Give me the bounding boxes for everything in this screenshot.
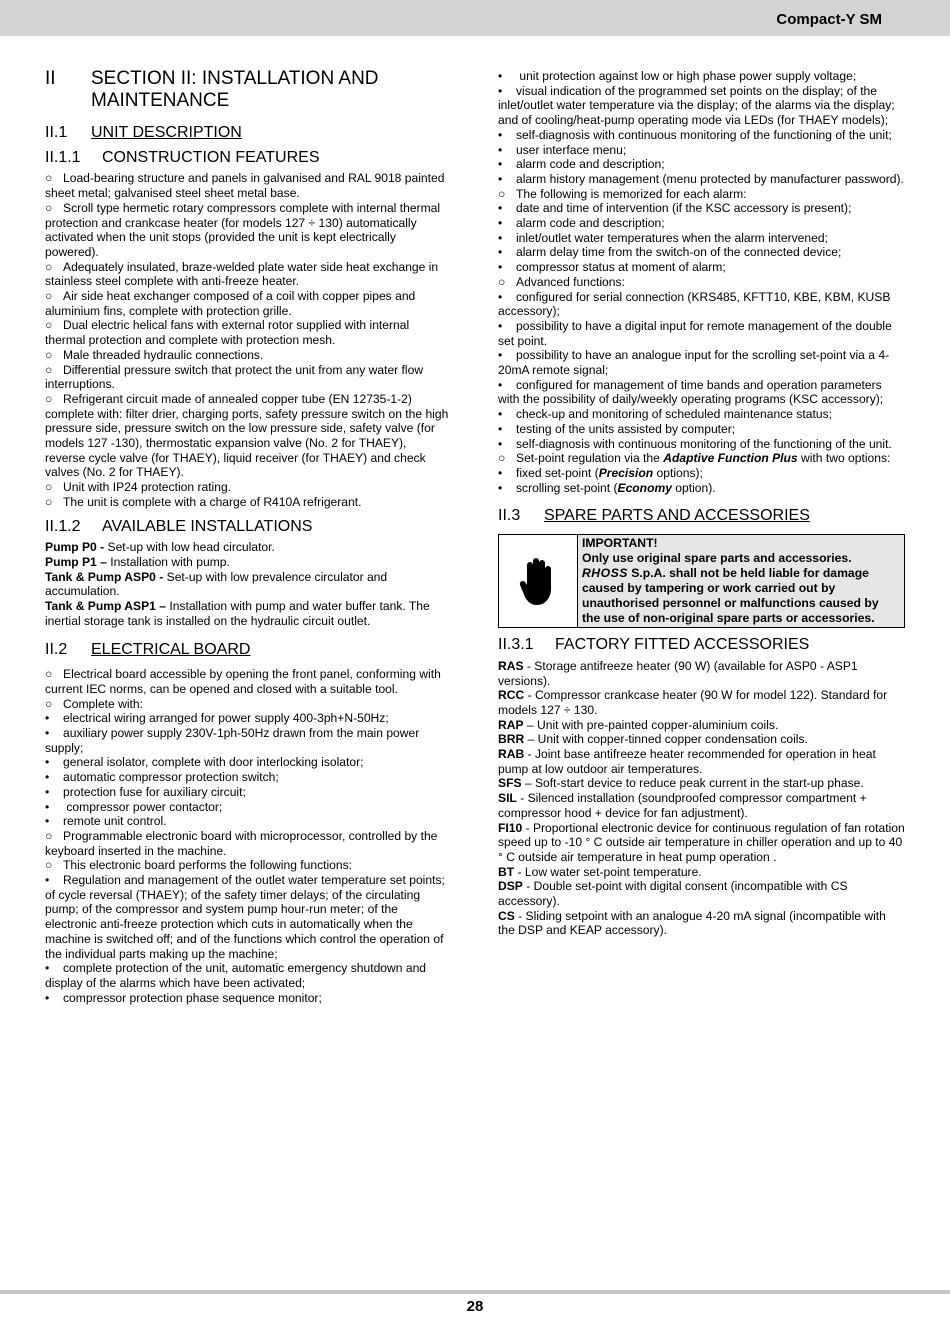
item-text: Set-up with low head circulator. (104, 540, 275, 555)
bullet-item: • configured for management of time bands and operation parameters with the possibility of daily/weekly operating programs (KSC accessory); (498, 378, 905, 407)
text-run: Set-point regulation via the (516, 451, 664, 466)
section-title: SECTION II: INSTALLATION AND MAINTENANCE (91, 68, 379, 111)
item-text: - Compressor crankcase heater (90 W for model 122). Standard for models 127 ÷ 130. (498, 688, 888, 717)
bullet-item: • remote unit control. (45, 814, 449, 829)
item-text: – Unit with copper-tinned copper condensation coils. (524, 732, 808, 747)
list-item: ○ Programmable electronic board with microprocessor, controlled by the keyboard inserted in the machine. (45, 829, 449, 858)
item-text: - Low water set-point temperature. (514, 864, 702, 879)
list-item (498, 659, 905, 688)
list-item (498, 821, 905, 865)
text-run: options); (653, 465, 703, 480)
bullet-item: • unit protection against low or high phase power supply voltage; (498, 69, 905, 84)
list-item (498, 909, 905, 938)
heading-number: II.1 (45, 124, 68, 141)
list-item: ○ The following is memorized for each alarm: (498, 187, 905, 202)
bullet-item: • electrical wiring arranged for power supply 400-3ph+N-50Hz; (45, 711, 449, 726)
item-text: – Unit with pre-painted copper-aluminium coils. (523, 717, 779, 732)
list-item (498, 865, 905, 880)
text-run: with two options: (797, 451, 891, 466)
bullet-item: • complete protection of the unit, automatic emergency shutdown and display of the alarms which have been activated; (45, 961, 449, 990)
document-title: Compact-Y SM (776, 11, 882, 28)
item-code: CS (498, 908, 515, 923)
bullet-item: • possibility to have a digital input for remote management of the double set point. (498, 319, 905, 348)
list-item (45, 599, 449, 628)
list-item (498, 776, 905, 791)
warning-line: Only use original spare parts and accessories. (582, 551, 852, 566)
heading-title: AVAILABLE INSTALLATIONS (102, 517, 313, 535)
list-item: ○ Load-bearing structure and panels in galvanised and RAL 9018 painted sheet metal; galvanised steel sheet metal base. (45, 171, 449, 200)
bullet-item: • self-diagnosis with continuous monitoring of the functioning of the unit. (498, 437, 905, 452)
bullet-item (498, 466, 905, 481)
item-code: DSP (498, 879, 523, 894)
bullet-item: • date and time of intervention (if the KSC accessory is present); (498, 201, 905, 216)
list-item: ○ Male threaded hydraulic connections. (45, 348, 449, 363)
list-item: ○ Scroll type hermetic rotary compressors complete with internal thermal protection and crankcase heater (for models 127 ÷ 130) automatically activated when the unit stops (provided the unit is kept electrically powered). (45, 201, 449, 260)
bullet-item: • alarm code and description; (498, 216, 905, 231)
electrical-heading (45, 640, 449, 658)
item-text: – Soft-start device to reduce peak current in the start-up phase. (521, 776, 864, 791)
list-item: ○ Differential pressure switch that protect the unit from any water flow interruptions. (45, 363, 449, 392)
bullet-item: • inlet/outlet water temperatures when the alarm intervened; (498, 231, 905, 246)
bullet-item: • auxiliary power supply 230V-1ph-50Hz drawn from the main power supply; (45, 726, 449, 755)
item-code: RAB (498, 747, 525, 762)
bullet-item: • general isolator, complete with door interlocking isolator; (45, 755, 449, 770)
item-label: Tank & Pump ASP0 - (45, 569, 164, 584)
construction-list (45, 171, 449, 509)
bullet-item: • user interface menu; (498, 143, 905, 158)
warning-line (582, 566, 900, 626)
item-code: SFS (498, 776, 522, 791)
bullet-item: • alarm delay time from the switch-on of the connected device; (498, 245, 905, 260)
bullet-item: • Regulation and management of the outlet water temperature set points; of cycle reversal (THAEY); of the safety timer delays; of the circulating pump; of the compressor and system pump hour-run meter; of the electronic anti-freeze protection which cuts in automatically when the machine is switched off; and of the functions which control the operation of the individual parts making up the machine; (45, 873, 449, 961)
section-number: II (45, 68, 56, 89)
list-item (498, 791, 905, 820)
item-text: - Double set-point with digital consent (incompatible with CS accessory). (498, 879, 848, 909)
heading-number: II.1.1 (45, 148, 81, 166)
list-item: ○ Air side heat exchanger composed of a coil with copper pipes and aluminium fins, complete with protection grille. (45, 289, 449, 318)
installations-heading (45, 517, 449, 535)
text-run: scrolling set-point ( (516, 480, 618, 495)
page-header (0, 0, 950, 36)
bullet-item: • configured for serial connection (KRS485, KFTT10, KBE, KBM, KUSB accessory); (498, 290, 905, 319)
list-item (45, 570, 449, 599)
heading-number: II.3 (498, 507, 521, 525)
heading-title: CONSTRUCTION FEATURES (102, 148, 320, 166)
unit-description-heading (45, 126, 449, 141)
construction-heading (45, 148, 449, 166)
bullet-item: • possibility to have an analogue input for the scrolling set-point via a 4-20mA remote signal; (498, 348, 905, 377)
bullet-item (498, 481, 905, 496)
item-text: - Silenced installation (soundproofed compressor compartment + compressor hood + device for fan adjustment). (498, 791, 867, 820)
item-code: RCC (498, 688, 525, 703)
heading-number: II.1.2 (45, 517, 81, 535)
list-item: ○ Dual electric helical fans with external rotor supplied with internal thermal protection and complete with protection mesh. (45, 318, 449, 347)
list-item (498, 688, 905, 717)
text-run: option). (671, 480, 716, 495)
warning-box (498, 534, 905, 628)
item-text: - Storage antifreeze heater (90 W) (available for ASP0 - ASP1 versions). (498, 658, 858, 688)
item-text: Installation with pump and water buffer tank. The inertial storage tank is installed on the hydraulic circuit outlet. (45, 599, 430, 628)
emphasis: Precision (598, 465, 654, 480)
heading-title: FACTORY FITTED ACCESSORIES (555, 636, 810, 654)
bullet-item: • automatic compressor protection switch; (45, 770, 449, 785)
spare-parts-heading (498, 509, 905, 524)
accessories-list (498, 659, 905, 938)
text-run: fixed set-point ( (516, 465, 599, 480)
heading-title: SPARE PARTS AND ACCESSORIES (544, 507, 810, 525)
item-text: Installation with pump. (106, 554, 230, 569)
list-item (498, 747, 905, 776)
emphasis: Economy (617, 480, 672, 495)
list-item (498, 451, 905, 466)
bullet-item: • check-up and monitoring of scheduled maintenance status; (498, 407, 905, 422)
bullet-item: • alarm code and description; (498, 157, 905, 172)
item-label: Pump P1 – (45, 554, 107, 569)
section-heading (45, 68, 449, 112)
warning-text-run: S.p.A. shall not be held liable for damage caused by tampering or work carried out by unauthorised personnel or malfunctions caused by the use of non-original spare parts or accessories. (582, 566, 879, 626)
bullet-item: • testing of the units assisted by computer; (498, 422, 905, 437)
factory-accessories-heading (498, 638, 905, 653)
heading-title: ELECTRICAL BOARD (91, 640, 251, 658)
list-item (45, 555, 449, 570)
bullet-item: • compressor power contactor; (45, 800, 449, 815)
item-label: Pump P0 - (45, 540, 105, 555)
list-item (498, 732, 905, 747)
item-text: Set-up with low prevalence circulator and accumulation. (45, 569, 388, 599)
bullet-item: • visual indication of the programmed set points on the display; of the inlet/outlet water temperature via the display; of the alarms via the display; and of cooling/heat-pump operating mode via LEDs (for THAEY models); (498, 84, 905, 128)
list-item: ○ Electrical board accessible by opening the front panel, conforming with current IEC norms, can be opened and closed with a suitable tool. (45, 667, 449, 696)
list-item: ○ Advanced functions: (498, 275, 905, 290)
heading-number: II.3.1 (498, 636, 534, 654)
list-item: ○ Refrigerant circuit made of annealed copper tube (EN 12735-1-2) complete with: filter drier, charging ports, safety pressure switch on the high pressure side, pressure switch on the low pressure side, safety valve (for models 127 -130), thermostatic expansion valve (No. 2 for THAEY), reverse cycle valve (for THAEY), liquid receiver (for THAEY) and check valves (No. 2 for THAEY). (45, 392, 449, 480)
item-label: Tank & Pump ASP1 – (45, 599, 166, 614)
item-text: - Sliding setpoint with an analogue 4-20 mA signal (incompatible with the DSP and KEAP accessory). (498, 908, 886, 938)
page-number: 28 (466, 1298, 484, 1315)
bullet-item: • compressor protection phase sequence monitor; (45, 991, 449, 1006)
item-text: - Joint base antifreeze heater recommended for operation in heat pump at low outdoor air temperatures. (498, 747, 876, 776)
list-item: ○ Unit with IP24 protection rating. (45, 480, 449, 495)
item-code: RAS (498, 658, 524, 673)
list-item (498, 718, 905, 733)
list-item (498, 879, 905, 908)
item-code: BRR (498, 732, 525, 747)
bullet-item: • self-diagnosis with continuous monitoring of the functioning of the unit; (498, 128, 905, 143)
footer-rule (0, 1290, 950, 1294)
list-item: ○ Adequately insulated, braze-welded plate water side heat exchange in stainless steel complete with anti-freeze heater. (45, 260, 449, 289)
list-item: ○ The unit is complete with a charge of R410A refrigerant. (45, 495, 449, 510)
brand-logo: RHOSS (582, 566, 628, 581)
heading-number: II.2 (45, 640, 68, 658)
item-code: RAP (498, 717, 524, 732)
bullet-item: • alarm history management (menu protected by manufacturer password). (498, 172, 905, 187)
item-code: BT (498, 864, 515, 879)
warning-text (578, 535, 904, 627)
warning-title: IMPORTANT! (582, 536, 658, 551)
bullet-item: • compressor status at moment of alarm; (498, 260, 905, 275)
list-item: ○ Complete with: (45, 697, 449, 712)
item-code: SIL (498, 791, 517, 806)
installations-list (45, 540, 449, 628)
hand-stop-icon (499, 535, 578, 627)
emphasis: Adaptive Function Plus (663, 451, 798, 466)
list-item (45, 540, 449, 555)
left-column (45, 64, 449, 1005)
right-column (498, 69, 905, 938)
heading-title: UNIT DESCRIPTION (91, 124, 242, 141)
bullet-item: • protection fuse for auxiliary circuit; (45, 785, 449, 800)
item-code: FI10 (498, 820, 523, 835)
list-item: ○ This electronic board performs the following functions: (45, 858, 449, 873)
item-text: - Proportional electronic device for continuous regulation of fan rotation speed up to -10 ° C outside air temperature in chiller operation and up to 40 ° C outside air temperature in heat pump operation . (498, 820, 905, 864)
